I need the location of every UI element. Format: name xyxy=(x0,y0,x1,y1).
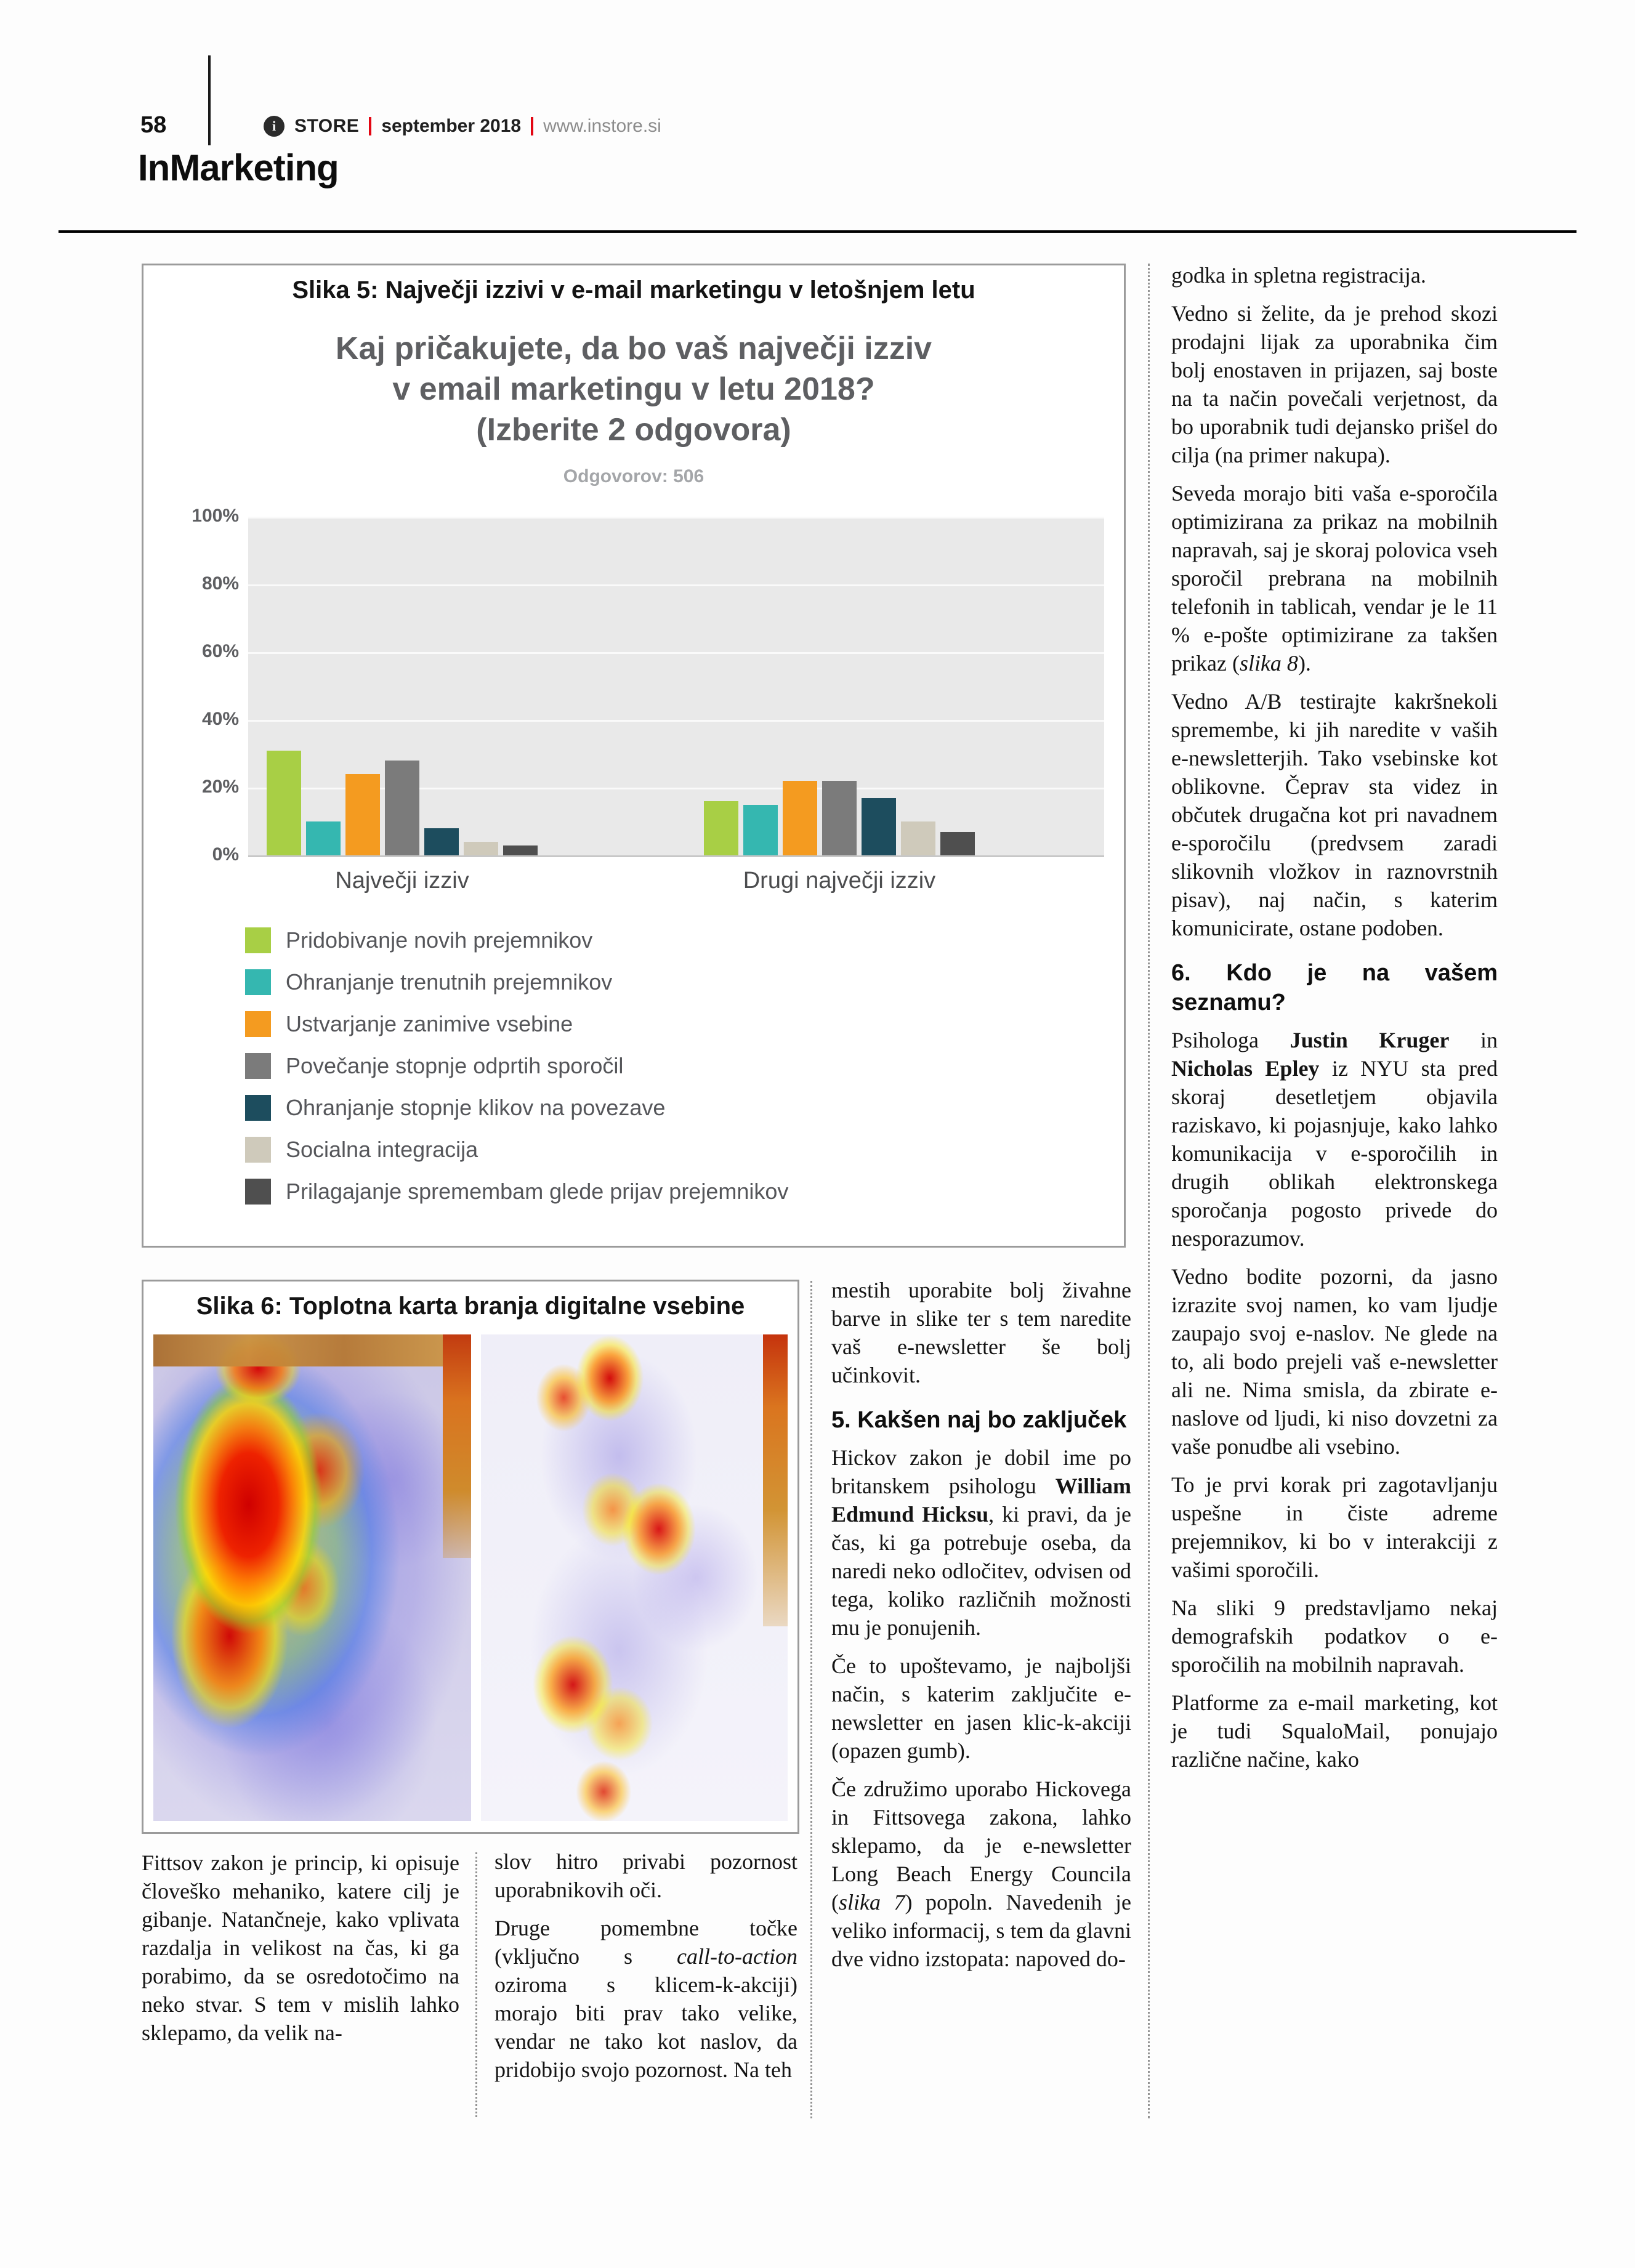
bar xyxy=(503,845,538,856)
legend-item xyxy=(245,1011,788,1037)
bar-group-2 xyxy=(704,517,975,855)
chart-title-line-3: (Izberite 2 odgovora) xyxy=(476,412,791,448)
bar xyxy=(345,774,380,855)
header-divider-line xyxy=(208,55,211,145)
bar xyxy=(704,801,738,855)
section-title: InMarketing xyxy=(138,147,339,188)
legend-label: Ustvarjanje zanimive vsebine xyxy=(286,1011,573,1036)
masthead xyxy=(264,116,661,137)
legend-swatch xyxy=(245,1179,271,1205)
paragraph-call-to-action: Druge pomembne točke (vključno s call-to-action oziroma s klicem-k-akciji) morajo biti prav tako velike, vendar ne tako kot naslov, da pridobijo svojo pozornost. Na teh xyxy=(495,1916,797,2082)
separator-bar xyxy=(531,117,533,135)
y-axis-tick: 40% xyxy=(201,709,239,729)
column-separator xyxy=(1148,264,1150,2118)
heatmap-page-sidebar-band xyxy=(443,1334,471,1558)
figure-5 xyxy=(142,264,1126,1248)
figure-6 xyxy=(142,1280,799,1834)
bar xyxy=(306,821,341,855)
figure-5-caption: Slika 5: Največji izzivi v e-mail marketingu v letošnjem letu xyxy=(292,276,975,304)
bar xyxy=(424,828,459,855)
heading-section-6: 6. Kdo je na vašem seznamu? xyxy=(1171,960,1498,1015)
paragraph-colors-images: mestih uporabite bolj živahne barve in slike ter s tem naredite vaš e-newsletter še bolj učinkovit. xyxy=(831,1278,1131,1387)
bar xyxy=(743,805,778,856)
legend-label: Socialna integracija xyxy=(286,1137,478,1162)
y-axis-tick: 80% xyxy=(201,573,239,594)
paragraph-kruger-epley: Psihologa Justin Kruger in Nicholas Epley iz NYU sta pred skoraj desetletjem objavila raziskavo, ki pojasnjuje, kako lahko komunikacija v e-sporočilih in drugih oblikah elektronskega sporočanja pogosto privede do nesporazumov. xyxy=(1171,1028,1498,1251)
paragraph-sales-funnel: Vedno si želite, da je prehod skozi prodajni lijak za uporabnika čim bolj enostaven in prijazen, saj boste na ta način povečali verjetnost, da bo uporabnik tudi dejansko prišel do cilja (na primer nakupa). xyxy=(1171,301,1498,467)
chart-responses-count: Odgovorov: 506 xyxy=(563,466,704,486)
bar xyxy=(862,798,896,856)
y-axis-tick: 0% xyxy=(212,844,239,865)
website-url: www.instore.si xyxy=(543,116,661,136)
chart-title-line-2: v email marketingu v letu 2018? xyxy=(392,371,875,407)
heatmap-page-sidebar-band xyxy=(763,1334,788,1626)
legend-swatch xyxy=(245,1053,271,1079)
bar-group-1 xyxy=(267,517,538,855)
brand-name: STORE xyxy=(294,116,360,136)
column-separator xyxy=(810,1281,812,2118)
heading-section-5: 5. Kakšen naj bo zaključek xyxy=(831,1407,1127,1433)
paragraph-headline-attention: slov hitro privabi pozornost uporabnikovih oči. xyxy=(495,1849,797,1902)
paragraph-hicks-law: Hickov zakon je dobil ime po britanskem psihologu William Edmund Hicksu, ki pravi, da je čas, ki ga potrebuje oseba, da naredi neko odločitev, odvisen od tega, koliko različnih možnosti mu je ponujenih. xyxy=(831,1445,1131,1640)
legend-swatch xyxy=(245,1095,271,1121)
legend-item xyxy=(245,969,788,995)
chart-plot-area xyxy=(248,517,1104,857)
legend-swatch xyxy=(245,927,271,953)
heatmap-page-header-band xyxy=(153,1334,471,1366)
middle-column xyxy=(831,1276,1131,1983)
paragraph-continuation: godka in spletna registracija. xyxy=(1171,263,1426,288)
bar xyxy=(940,832,975,856)
x-axis-category-1: Največji izziv xyxy=(335,868,469,894)
legend-swatch xyxy=(245,969,271,995)
legend-swatch xyxy=(245,1011,271,1037)
paragraph-clear-intent: Vedno bodite pozorni, da jasno izrazite svoj namen, ko vam ljudje zaupajo svoj e-naslov. Ne glede na to, ali bodo prejeli vaš e-newsletter ali ne. Nima smisla, da zbirate e-naslove od ljudi, ki niso dovzetni za vaše ponudbe ali vsebino. xyxy=(1171,1264,1498,1459)
bar xyxy=(822,781,857,855)
legend-label: Ohranjanje stopnje klikov na povezave xyxy=(286,1095,666,1120)
legend-item xyxy=(245,1137,788,1163)
paragraph-ab-testing: Vedno A/B testirajte kakršnekoli spremembe, ki jih naredite v vaših e-newsletterjih. Tako vsebinske kot oblikovne. Čeprav sta videz in občutek drugačna kot pri navadnem e-sporočilu (predvsem zaradi slikovnih vložkov in raznovrstnih pisav), naj način, s katerim komunicirate, ostane podoben. xyxy=(1171,689,1498,940)
chart-legend xyxy=(245,927,788,1205)
top-rule xyxy=(59,230,1576,233)
heatmap-left-image xyxy=(153,1334,471,1821)
instore-logo-icon: i xyxy=(264,116,285,137)
bar xyxy=(464,842,498,855)
paragraph-mobile-optimization: Seveda morajo biti vaša e-sporočila optimizirana za prikaz na mobilnih napravah, saj je skoraj polovica vseh sporočil prebrana na mobilnih telefonih in tablicah, vendar je le 11 % e-pošte optimizirane za takšen prikaz (slika 8). xyxy=(1171,481,1498,676)
legend-label: Pridobivanje novih prejemnikov xyxy=(286,927,593,953)
figure-6-caption: Slika 6: Toplotna karta branja digitalne vsebine xyxy=(196,1293,745,1320)
paragraph-long-beach: Če združimo uporabo Hickovega in Fittsovega zakona, lahko sklepamo, da je e-newsletter Long Beach Energy Councila (slika 7) popoln. Navedenih je veliko informacij, s tem da glavni dve vidno izstopata: napoved do- xyxy=(831,1777,1131,1971)
paragraph-platforms: Platforme za e-mail marketing, kot je tudi SqualoMail, ponujajo različne načine, kako xyxy=(1171,1690,1498,1772)
legend-label: Povečanje stopnje odprtih sporočil xyxy=(286,1053,624,1078)
issue-date: september 2018 xyxy=(381,116,522,136)
legend-label: Prilagajanje spremembam glede prijav prejemnikov xyxy=(286,1179,789,1204)
y-axis-tick: 60% xyxy=(201,641,239,661)
legend-item xyxy=(245,927,788,953)
heatmap-right-image xyxy=(481,1334,788,1821)
chart-title-line-1: Kaj pričakujete, da bo vaš največji izziv xyxy=(335,331,932,366)
page-number: 58 xyxy=(140,112,167,138)
legend-item xyxy=(245,1179,788,1205)
x-axis-category-2: Drugi največji izziv xyxy=(743,868,936,894)
y-axis-tick: 100% xyxy=(192,506,239,526)
chart-title xyxy=(143,328,1124,450)
bottom-middle-column xyxy=(495,1847,797,2094)
separator-bar xyxy=(369,117,371,135)
paragraph-demographics: Na sliki 9 predstavljamo nekaj demografskih podatkov o e-sporočilih na mobilnih napravah. xyxy=(1171,1596,1498,1677)
paragraph-fitts-law: Fittsov zakon je princip, ki opisuje človeško mehaniko, katere cilj je gibanje. Natančneje, kako vplivata razdalja in velikost na čas, ki ga porabimo, da se osredotočimo na neko stvar. S tem v mislih lahko sklepamo, da velik na- xyxy=(142,1850,459,2045)
legend-item xyxy=(245,1053,788,1079)
legend-swatch xyxy=(245,1137,271,1163)
legend-label: Ohranjanje trenutnih prejemnikov xyxy=(286,969,613,995)
bottom-left-column xyxy=(142,1849,459,2057)
y-axis-tick: 20% xyxy=(201,777,239,797)
paragraph-clean-list: To je prvi korak pri zagotavljanju uspešne in čiste adreme prejemnikov, ki bo v interakciji z vašimi sporočili. xyxy=(1171,1472,1498,1582)
bar xyxy=(783,781,817,855)
bar xyxy=(901,821,935,855)
bar xyxy=(385,761,419,855)
legend-item xyxy=(245,1095,788,1121)
right-column xyxy=(1171,261,1498,1783)
paragraph-newsletter-ending: Če to upoštevamo, je najboljši način, s katerim zaključite e-newsletter en jasen klic-k-akciji (opazen gumb). xyxy=(831,1653,1131,1763)
column-separator xyxy=(475,1852,477,2117)
bar xyxy=(267,751,301,856)
